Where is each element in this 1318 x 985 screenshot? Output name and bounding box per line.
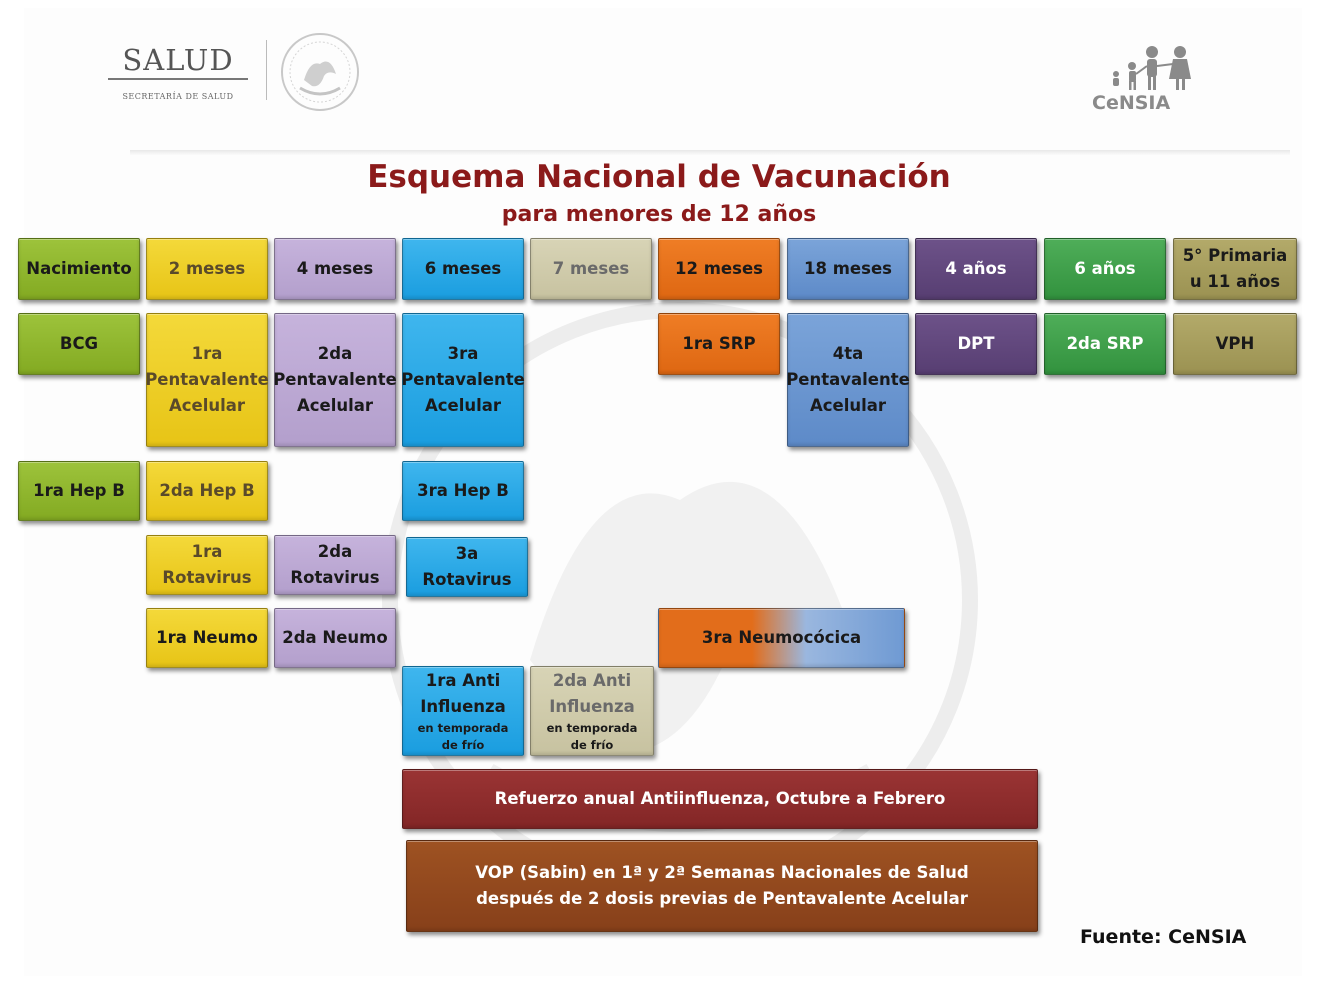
vaccine-bcg: BCG <box>18 313 140 375</box>
age-header-4-anos: 4 años <box>915 238 1037 300</box>
family-icon <box>1092 44 1202 94</box>
vaccine-flu-1-note2: de frío <box>441 738 485 752</box>
salud-logo-subtext: SECRETARÍA DE SALUD <box>122 92 234 101</box>
censia-logo-text: CeNSIA <box>1092 92 1171 114</box>
vaccine-neumo-2: 2da Neumo <box>274 608 396 668</box>
vaccine-penta-4-line2: Pentavalente <box>786 370 910 389</box>
vaccine-flu-2-line2: Influenza <box>549 697 635 716</box>
source-credit: Fuente: CeNSIA <box>1080 926 1247 948</box>
salud-logo <box>108 44 248 100</box>
vaccine-rota-2-line1: 2da <box>317 542 353 561</box>
page-subtitle: para menores de 12 años <box>501 202 817 227</box>
vaccine-penta-2-line1: 2da <box>317 344 353 363</box>
vaccine-srp-2: 2da SRP <box>1044 313 1166 375</box>
vaccine-dpt: DPT <box>915 313 1037 375</box>
vaccine-flu-1-line2: Influenza <box>420 697 506 716</box>
banner-vop-line1: VOP (Sabin) en 1ª y 2ª Semanas Nacionales de Salud <box>475 863 969 882</box>
age-header-12-meses: 12 meses <box>658 238 780 300</box>
vaccine-penta-3-line1: 3ra <box>447 344 479 363</box>
vaccine-penta-1 <box>146 313 268 447</box>
vaccine-hepb-1: 1ra Hep B <box>18 461 140 521</box>
age-header-2-meses: 2 meses <box>146 238 268 300</box>
age-header-11-anos <box>1173 238 1297 300</box>
age-header-11-anos-line2: u 11 años <box>1189 272 1281 291</box>
age-header-11-anos-line1: 5° Primaria <box>1182 246 1288 265</box>
banner-refuerzo-antiinfluenza: Refuerzo anual Antiinfluenza, Octubre a Febrero <box>402 769 1038 829</box>
page-title: Esquema Nacional de Vacunación <box>367 159 951 195</box>
censia-logo <box>1092 44 1202 118</box>
vaccine-neumo-3: 3ra Neumocócica <box>658 608 905 668</box>
vaccine-penta-2-line2: Pentavalente <box>273 370 397 389</box>
vaccine-flu-1-line1: 1ra Anti <box>425 671 501 690</box>
vaccine-penta-3-line2: Pentavalente <box>401 370 525 389</box>
vaccine-vph: VPH <box>1173 313 1297 375</box>
banner-vop-line2: después de 2 dosis previas de Pentavalente Acelular <box>476 889 968 908</box>
vaccine-rota-3-line2: Rotavirus <box>422 570 512 589</box>
vaccine-flu-2-line1: 2da Anti <box>552 671 632 690</box>
age-header-nacimiento: Nacimiento <box>18 238 140 300</box>
vaccine-flu-1-note1: en temporada <box>417 721 509 735</box>
age-header-7-meses: 7 meses <box>530 238 652 300</box>
vaccine-penta-3-line3: Acelular <box>424 396 502 415</box>
banner-vop-sabin <box>406 840 1038 932</box>
vaccine-penta-2-line3: Acelular <box>296 396 374 415</box>
logo-divider <box>266 40 267 100</box>
age-header-6-meses: 6 meses <box>402 238 524 300</box>
vaccine-flu-2-note1: en temporada <box>546 721 638 735</box>
vaccine-penta-1-line2: Pentavalente <box>145 370 269 389</box>
vaccine-srp-1: 1ra SRP <box>658 313 780 375</box>
vaccine-neumo-1: 1ra Neumo <box>146 608 268 668</box>
vaccine-rota-3 <box>406 537 528 597</box>
age-header-18-meses: 18 meses <box>787 238 909 300</box>
salud-logo-text: SALUD <box>122 43 234 77</box>
vaccine-penta-4-line3: Acelular <box>809 396 887 415</box>
vaccine-rota-3-line1: 3a <box>455 544 479 563</box>
vaccine-hepb-2: 2da Hep B <box>146 461 268 521</box>
vaccine-flu-1 <box>402 666 524 756</box>
vaccine-penta-2 <box>274 313 396 447</box>
vaccine-rota-2-line2: Rotavirus <box>290 568 380 587</box>
vaccine-penta-1-line3: Acelular <box>168 396 246 415</box>
vaccine-rota-1-line2: Rotavirus <box>162 568 252 587</box>
vaccine-penta-4 <box>787 313 909 447</box>
vaccine-penta-1-line1: 1ra <box>191 344 223 363</box>
vaccine-rota-2 <box>274 535 396 595</box>
age-header-4-meses: 4 meses <box>274 238 396 300</box>
vaccine-rota-1-line1: 1ra <box>191 542 223 561</box>
coat-of-arms-seal-icon <box>278 30 362 114</box>
vaccine-flu-2 <box>530 666 654 756</box>
vaccine-penta-3 <box>402 313 524 447</box>
vaccine-rota-1 <box>146 535 268 595</box>
vaccine-flu-2-note2: de frío <box>570 738 614 752</box>
vaccine-penta-4-line1: 4ta <box>832 344 864 363</box>
vaccine-hepb-3: 3ra Hep B <box>402 461 524 521</box>
age-header-6-anos: 6 años <box>1044 238 1166 300</box>
